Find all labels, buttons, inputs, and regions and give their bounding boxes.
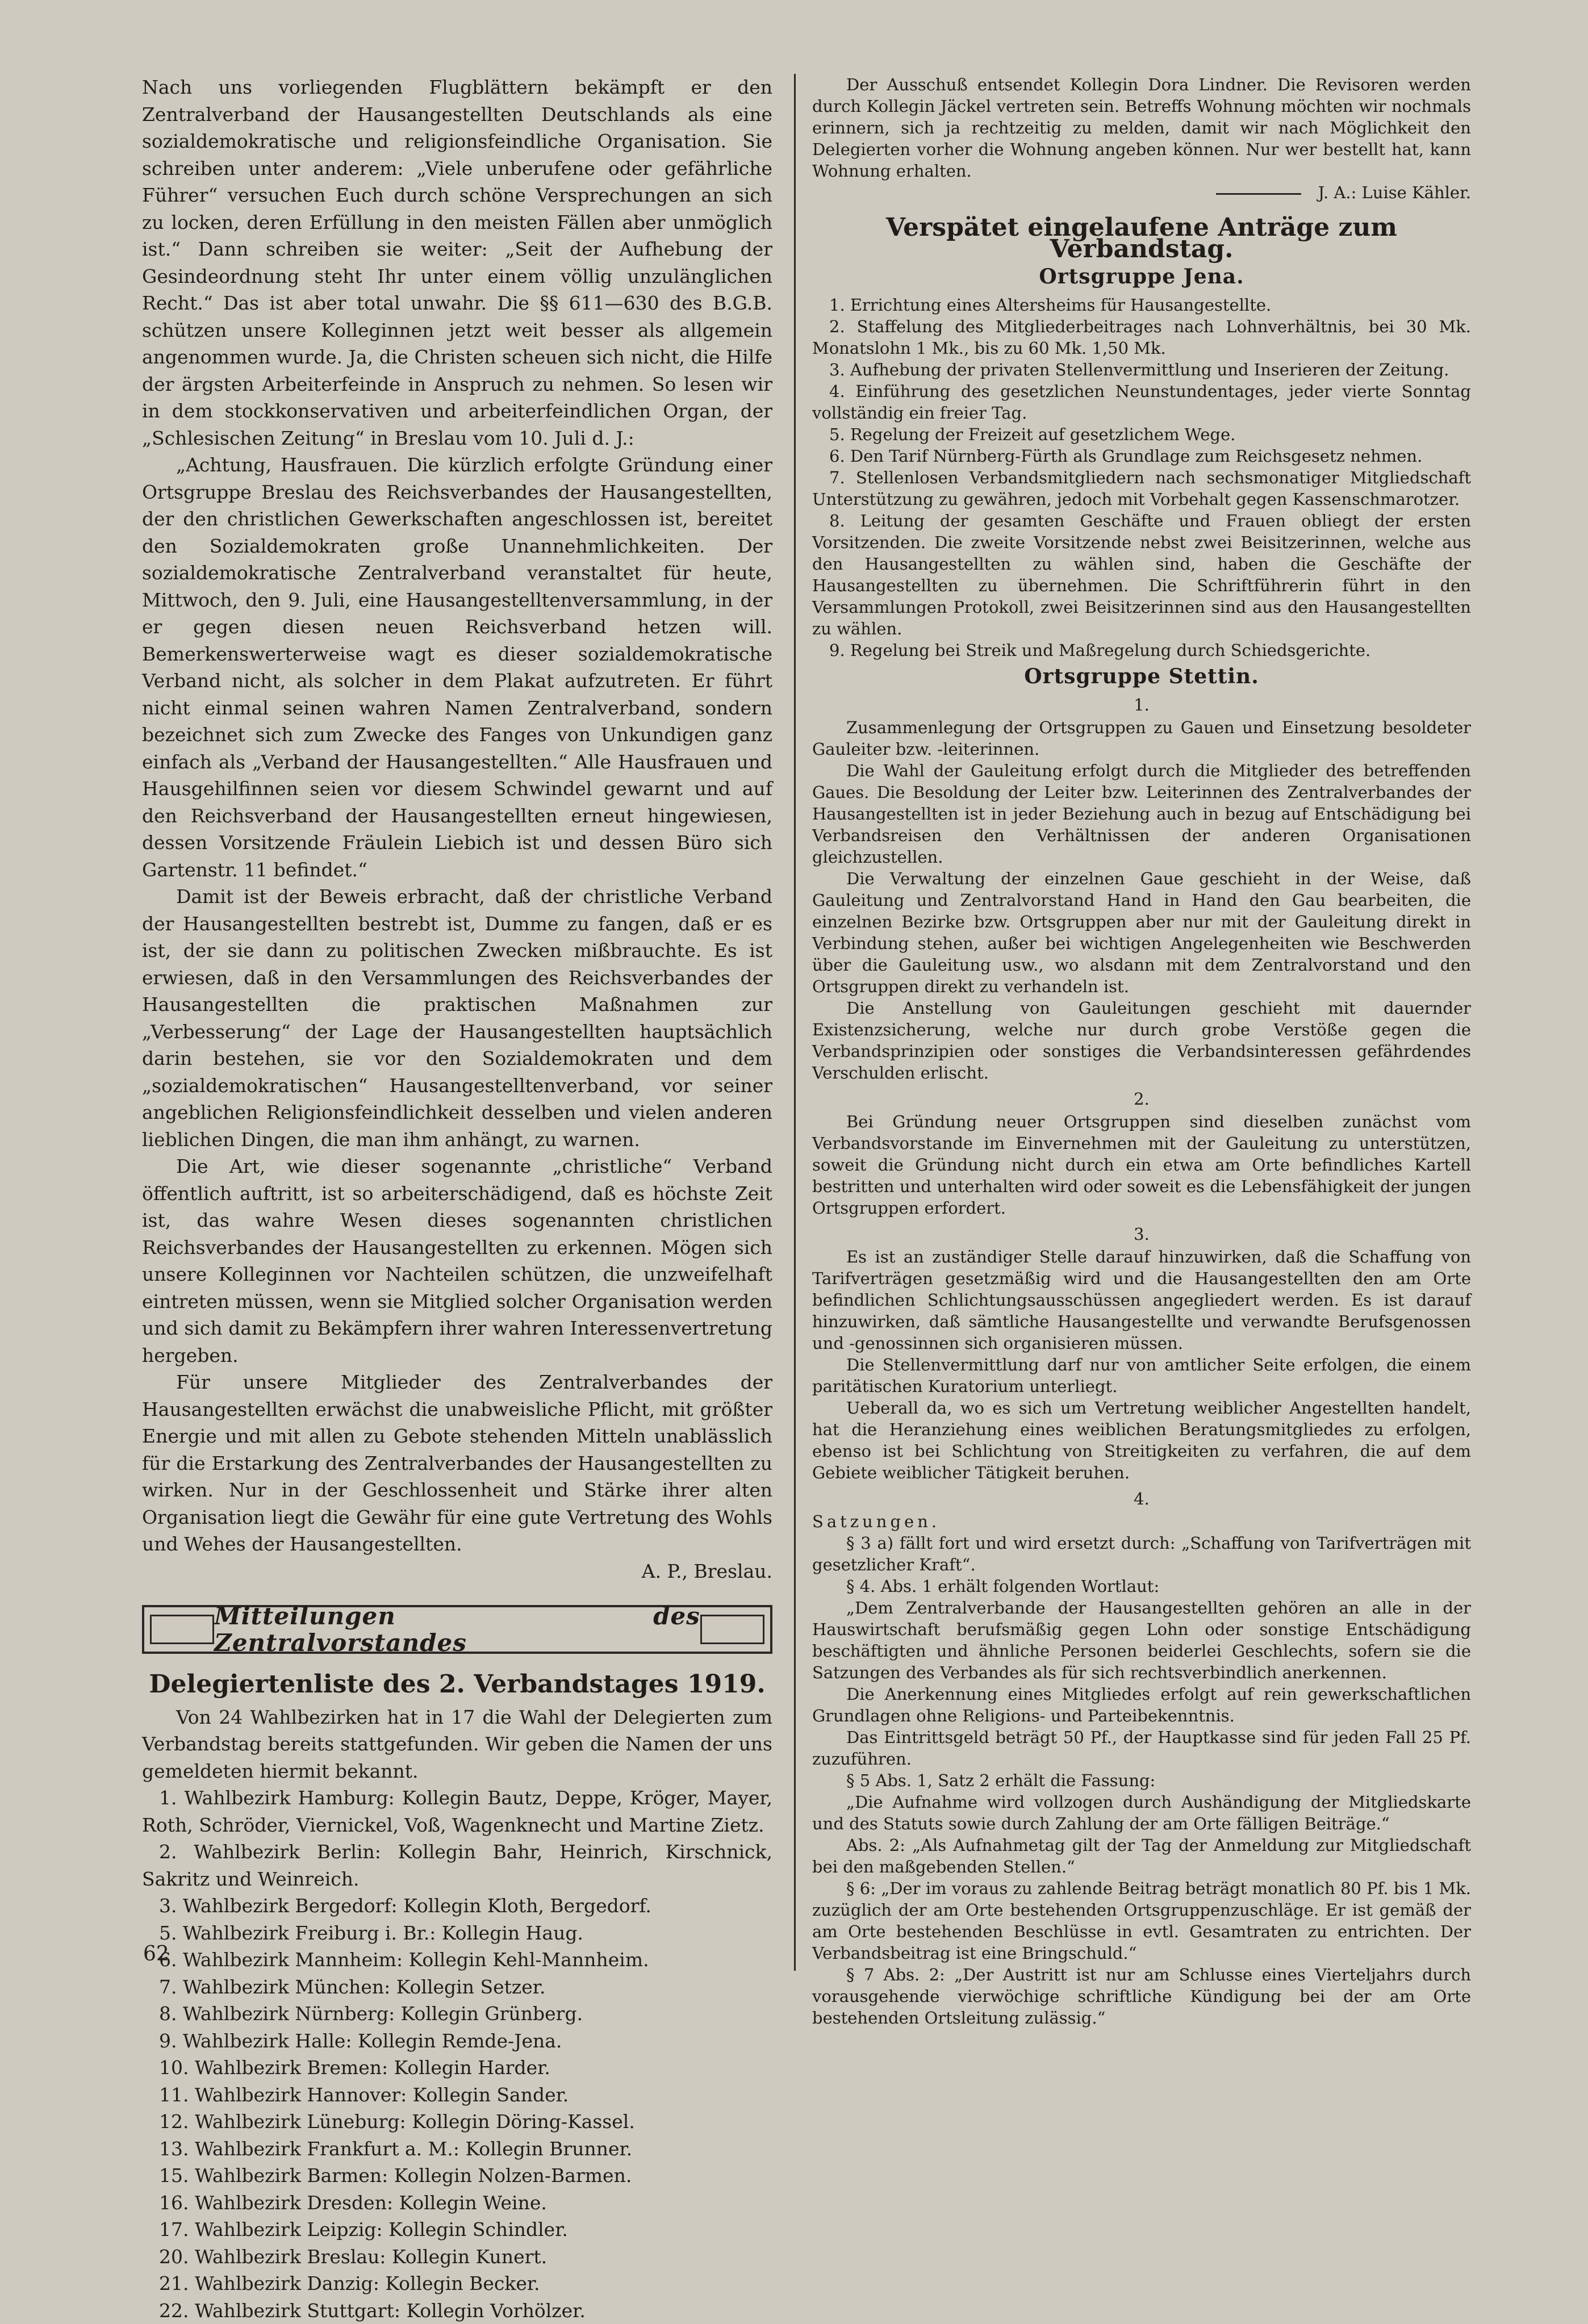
- notice-signature: J. A.: Luise Kähler.: [1318, 183, 1471, 202]
- delegate-entry: 15. Wahlbezirk Barmen: Kollegin Nolzen-Barmen.: [142, 2162, 772, 2189]
- delegate-entry: 8. Wahlbezirk Nürnberg: Kollegin Grünberg.: [142, 2000, 772, 2028]
- delegates-list: [142, 1784, 772, 2324]
- committee-notice: Der Ausschuß entsendet Kollegin Dora Lindner. Die Revisoren werden durch Kollegin Jäckel vertreten sein. Betreffs Wohnung möchten wir nochmals erinnern, sich ja rechtzeitig zu melden, damit wir nach Möglichkeit den Delegierten vorher die Wohnung angeben können. Nur wer bestellt hat, kann Wohnung erhalten.: [812, 74, 1471, 182]
- jena-motion: 4. Einführung des gesetzlichen Neunstundentages, jeder vierte Sonntag vollständig ein freier Tag.: [812, 381, 1471, 424]
- statute-paragraph: § 7 Abs. 2: „Der Austritt ist nur am Schlusse eines Vierteljahrs durch vorausgehende vierwöchige schriftliche Kündigung bei der am Orte bestehenden Ortsleitung zulässig.“: [812, 1964, 1471, 2029]
- delegate-entry: 17. Wahlbezirk Leipzig: Kollegin Schindler.: [142, 2216, 772, 2243]
- article-paragraph: „Achtung, Hausfrauen. Die kürzlich erfolgte Gründung einer Ortsgruppe Breslau des Reichsverbandes der Hausangestellten, der den christlichen Gewerkschaften angeschlossen ist, bereitet den Sozialdemokraten große Unannehmlichkeiten. Der sozialdemokratische Zentralverband veranstaltet für heute, Mittwoch, den 9. Juli, eine Hausangestelltenversammlung, in der er gegen diesen neuen Reichsverband hetzen will. Bemerkenswerterweise wagt es dieser sozialdemokratische Verband nicht, als solcher in dem Plakat aufzutreten. Er führt nicht einmal seinen wahren Namen Zentralverband, sondern bezeichnet sich zum Zwecke des Fanges von Unkundigen ganz einfach als „Verband der Hausangestellten.“ Alle Hausfrauen und Hausgehilfinnen seien vor diesem Schwindel gewarnt und auf den Reichsverband der Hausangestellten erneut hingewiesen, dessen Vorsitzende Fräulein Liebich ist und dessen Büro sich Gartenstr. 11 befindet.“: [142, 452, 772, 883]
- delegate-entry: 20. Wahlbezirk Breslau: Kollegin Kunert.: [142, 2243, 772, 2271]
- delegate-entry: 1. Wahlbezirk Hamburg: Kollegin Bautz, Deppe, Kröger, Mayer, Roth, Schröder, Viernickel, Voß, Wagenknecht und Martine Zietz.: [142, 1784, 772, 1838]
- jena-motion: 3. Aufhebung der privaten Stellenvermittlung und Inserieren der Zeitung.: [812, 359, 1471, 381]
- stettin-paragraph: Bei Gründung neuer Ortsgruppen sind dieselben zunächst vom Verbandsvorstande im Einvernehmen mit der Gauleitung zu unterstützen, soweit die Gründung nicht durch ein etwa am Orte befindliches Kartell bestritten und unterhalten wird oder soweit es die Lebensfähigkeit der jungen Ortsgruppen erfordert.: [812, 1111, 1471, 1219]
- statute-paragraph: § 6: „Der im voraus zu zahlende Beitrag beträgt monatlich 80 Pf. bis 1 Mk. zuzüglich der am Orte bestehenden Ortsgruppenzuschläge. Er ist gemäß der am Orte bestehenden Beschlüsse in evtl. Gesamtraten zu entrichten. Der Verbandsbeitrag ist eine Bringschuld.“: [812, 1878, 1471, 1964]
- delegate-entry: 13. Wahlbezirk Frankfurt a. M.: Kollegin Brunner.: [142, 2135, 772, 2163]
- notice-signature-line: [812, 182, 1471, 203]
- statute-paragraph: Abs. 2: „Als Aufnahmetag gilt der Tag der Anmeldung zur Mitgliedschaft bei den maßgebenden Stellen.“: [812, 1834, 1471, 1878]
- stettin-paragraph: Ueberall da, wo es sich um Vertretung weiblicher Angestellten handelt, hat die Heranziehung eines weiblichen Beratungsmitgliedes zu erfolgen, ebenso ist bei Schlichtung von Streitigkeiten zu verfahren, die auf dem Gebiete weiblicher Tätigkeit beruhen.: [812, 1397, 1471, 1483]
- jena-motion: 2. Staffelung des Mitgliederbeitrages nach Lohnverhältnis, bei 30 Mk. Monatslohn 1 Mk., bis zu 60 Mk. 1,50 Mk.: [812, 316, 1471, 359]
- delegate-entry: 9. Wahlbezirk Halle: Kollegin Remde-Jena.: [142, 2028, 772, 2055]
- delegate-entry: 10. Wahlbezirk Bremen: Kollegin Harder.: [142, 2054, 772, 2081]
- delegate-entry: 2. Wahlbezirk Berlin: Kollegin Bahr, Heinrich, Kirschnick, Sakritz und Weinreich.: [142, 1838, 772, 1892]
- short-rule: [1216, 193, 1301, 195]
- statute-paragraph: „Dem Zentralverbande der Hausangestellten gehören an alle in der Hauswirtschaft berufsmäßig gegen Lohn oder sonstige Entschädigung beschäftigten und ähnliche Personen beiderlei Geschlechts, sofern sie die Satzungen des Verbandes als für sich rechtsverbindlich anerkennen.: [812, 1597, 1471, 1683]
- jena-motion: 5. Regelung der Freizeit auf gesetzlichem Wege.: [812, 424, 1471, 445]
- delegate-entry: 5. Wahlbezirk Freiburg i. Br.: Kollegin Haug.: [142, 1920, 772, 1947]
- jena-motion: 1. Errichtung eines Altersheims für Hausangestellte.: [812, 294, 1471, 316]
- delegates-intro: Von 24 Wahlbezirken hat in 17 die Wahl der Delegierten zum Verbandstag bereits stattgefunden. Wir geben die Namen der uns gemeldeten hiermit bekannt.: [142, 1704, 772, 1785]
- article-paragraph: Nach uns vorliegenden Flugblättern bekämpft er den Zentralverband der Hausangestellten Deutschlands als eine sozialdemokratische und religionsfeindliche Organisation. Sie schreiben unter anderem: „Viele unberufene oder gefährliche Führer“ versuchen Euch durch schöne Versprechungen an sich zu locken, deren Erfüllung in den meisten Fällen aber unmöglich ist.“ Dann schreiben sie weiter: „Seit der Aufhebung der Gesindeordnung steht Ihr unter einem völlig unzulänglichen Recht.“ Das ist aber total unwahr. Die §§ 611—630 des B.G.B. schützen unsere Kolleginnen jetzt weit besser als allgemein angenommen wurde. Ja, die Christen scheuen sich nicht, die Hilfe der ärgsten Arbeiterfeinde in Anspruch zu nehmen. So lesen wir in dem stockkonservativen und arbeiterfeindlichen Organ, der „Schlesischen Zeitung“ in Breslau vom 10. Juli d. J.:: [142, 74, 772, 452]
- statute-paragraph: Die Anerkennung eines Mitgliedes erfolgt auf rein gewerkschaftlichen Grundlagen ohne Religions- und Parteibekenntnis.: [812, 1683, 1471, 1727]
- jena-motion: 6. Den Tarif Nürnberg-Fürth als Grundlage zum Reichsgesetz nehmen.: [812, 445, 1471, 467]
- delegate-entry: 16. Wahlbezirk Dresden: Kollegin Weine.: [142, 2189, 772, 2217]
- statutes-label: Satzungen.: [812, 1511, 1471, 1532]
- section-number: 1.: [812, 694, 1471, 716]
- right-column: [812, 74, 1471, 2029]
- stettin-paragraph: Die Verwaltung der einzelnen Gaue geschieht in der Weise, daß Gauleitung und Zentralvorstand Hand in Hand den Gau bearbeiten, die einzelnen Bezirke bzw. Ortsgruppen aber nur mit der Gauleitung direkt in Verbindung stehen, außer bei wichtigen Angelegenheiten wie Beschwerden über die Gauleitung usw., wo alsdann mit dem Zentralvorstand und den Ortsgruppen direkt zu verhandeln ist.: [812, 868, 1471, 997]
- jena-motion: 7. Stellenlosen Verbandsmitgliedern nach sechsmonatiger Mitgliedschaft Unterstützung zu gewähren, jedoch mit Vorbehalt gegen Kassenschmarotzer.: [812, 467, 1471, 510]
- banner-ornament-left: [150, 1615, 214, 1644]
- article-paragraph: Die Art, wie dieser sogenannte „christliche“ Verband öffentlich auftritt, ist so arbeiterschädigend, daß es höchste Zeit ist, das wahre Wesen dieses sogenannten christlichen Reichsverbandes der Hausangestellten zu erkennen. Mögen sich unsere Kolleginnen vor Nachteilen schützen, die unzweifelhaft eintreten müssen, wenn sie Mitglied solcher Organisation werden und sich damit zu Bekämpfern ihrer wahren Interessenvertretung hergeben.: [142, 1153, 772, 1369]
- delegate-entry: 6. Wahlbezirk Mannheim: Kollegin Kehl-Mannheim.: [142, 1946, 772, 1974]
- statute-paragraph: § 4. Abs. 1 erhält folgenden Wortlaut:: [812, 1575, 1471, 1597]
- section-number: 3.: [812, 1223, 1471, 1245]
- motions-heading: Verspätet eingelaufene Anträge zum Verbandstag.: [812, 217, 1471, 260]
- section-banner: [142, 1605, 772, 1654]
- statute-paragraph: Das Eintrittsgeld beträgt 50 Pf., der Hauptkasse sind für jeden Fall 25 Pf. zuzuführen.: [812, 1727, 1471, 1770]
- delegate-entry: 12. Wahlbezirk Lüneburg: Kollegin Döring-Kassel.: [142, 2108, 772, 2135]
- section-number: 4.: [812, 1488, 1471, 1510]
- article-signature: A. P., Breslau.: [142, 1558, 772, 1585]
- section-number: 2.: [812, 1088, 1471, 1110]
- banner-title: Mitteilungen des Zentralvorstandes: [214, 1603, 700, 1657]
- jena-motion: 9. Regelung bei Streik und Maßregelung durch Schiedsgerichte.: [812, 639, 1471, 661]
- banner-ornament-right: [700, 1615, 764, 1644]
- jena-motion: 8. Leitung der gesamten Geschäfte und Frauen obliegt der ersten Vorsitzenden. Die zweite Vorsitzende nebst zwei Beisitzerinnen, welche aus den Hausangestellten zu wählen sind, haben die Geschäfte der Hausangestellten zu übernehmen. Die Schriftführerin führt in den Versammlungen Protokoll, zwei Beisitzerinnen sind aus den Hausangestellten zu wählen.: [812, 510, 1471, 639]
- stettin-paragraph: Zusammenlegung der Ortsgruppen zu Gauen und Einsetzung besoldeter Gauleiter bzw. -leiterinnen.: [812, 717, 1471, 760]
- delegate-entry: 22. Wahlbezirk Stuttgart: Kollegin Vorhölzer.: [142, 2297, 772, 2324]
- stettin-paragraph: Die Anstellung von Gauleitungen geschieht mit dauernder Existenzsicherung, welche nur durch grobe Verstöße gegen die Verbandsprinzipien oder sonstiges die Verbandsinteressen gefährdendes Verschulden erlischt.: [812, 997, 1471, 1084]
- delegate-entry: 7. Wahlbezirk München: Kollegin Setzer.: [142, 1974, 772, 2001]
- stettin-paragraph: Die Wahl der Gauleitung erfolgt durch die Mitglieder des betreffenden Gaues. Die Besoldung der Leiter bzw. Leiterinnen des Zentralverbandes der Hausangestellten ist in jeder Beziehung auch in bezug auf Entschädigung bei Verbandsreisen den Verhältnissen der anderen Organisationen gleichzustellen.: [812, 760, 1471, 868]
- statute-paragraph: „Die Aufnahme wird vollzogen durch Aushändigung der Mitgliedskarte und des Statuts sowie durch Zahlung der am Orte fälligen Beiträge.“: [812, 1791, 1471, 1834]
- delegate-entry: 21. Wahlbezirk Danzig: Kollegin Becker.: [142, 2270, 772, 2297]
- stettin-paragraph: Es ist an zuständiger Stelle darauf hinzuwirken, daß die Schaffung von Tarifverträgen gesetzmäßig wird und die Hausangestellten den am Orte befindlichen Schlichtungsausschüssen angegliedert werden. Es ist darauf hinzuwirken, daß sämtliche Hausangestellte und verwandte Berufsgenossen und -genossinnen sich organisieren müssen.: [812, 1246, 1471, 1354]
- stettin-paragraph: Die Stellenvermittlung darf nur von amtlicher Seite erfolgen, die einem paritätischen Kuratorium unterliegt.: [812, 1354, 1471, 1397]
- statute-paragraph: § 5 Abs. 1, Satz 2 erhält die Fassung:: [812, 1770, 1471, 1791]
- page-number: 62: [143, 1942, 169, 1966]
- column-divider: [794, 74, 796, 1971]
- statute-paragraph: § 3 a) fällt fort und wird ersetzt durch: „Schaffung von Tarifverträgen mit gesetzlicher Kraft“.: [812, 1532, 1471, 1575]
- delegates-heading: Delegiertenliste des 2. Verbandstages 1919.: [142, 1671, 772, 1698]
- delegate-entry: 11. Wahlbezirk Hannover: Kollegin Sander.: [142, 2081, 772, 2109]
- jena-heading: Ortsgruppe Jena.: [812, 266, 1471, 287]
- left-column: [142, 74, 772, 2324]
- article-paragraph: Damit ist der Beweis erbracht, daß der christliche Verband der Hausangestellten bestrebt ist, Dumme zu fangen, daß er es ist, der sie dann zu politischen Zwecken mißbrauchte. Es ist erwiesen, daß in den Versammlungen des Reichsverbandes der Hausangestellten die praktischen Maßnahmen zur „Verbesserung“ der Lage der Hausangestellten hauptsächlich darin bestehen, sie vor den Sozialdemokraten und dem „sozialdemokratischen“ Hausangestelltenverband, vor seiner angeblichen Religionsfeindlichkeit desselben und vielen anderen lieblichen Dingen, die man ihm anhängt, zu warnen.: [142, 883, 772, 1153]
- delegate-entry: 3. Wahlbezirk Bergedorf: Kollegin Kloth, Bergedorf.: [142, 1892, 772, 1920]
- stettin-heading: Ortsgruppe Stettin.: [812, 666, 1471, 687]
- article-paragraph: Für unsere Mitglieder des Zentralverbandes der Hausangestellten erwächst die unabweisliche Pflicht, mit größter Energie und mit allen zu Gebote stehenden Mitteln unablässlich für die Erstarkung des Zentralverbandes der Hausangestellten zu wirken. Nur in der Geschlossenheit und Stärke ihrer alten Organisation liegt die Gewähr für eine gute Vertretung des Wohls und Wehes der Hausangestellten.: [142, 1369, 772, 1558]
